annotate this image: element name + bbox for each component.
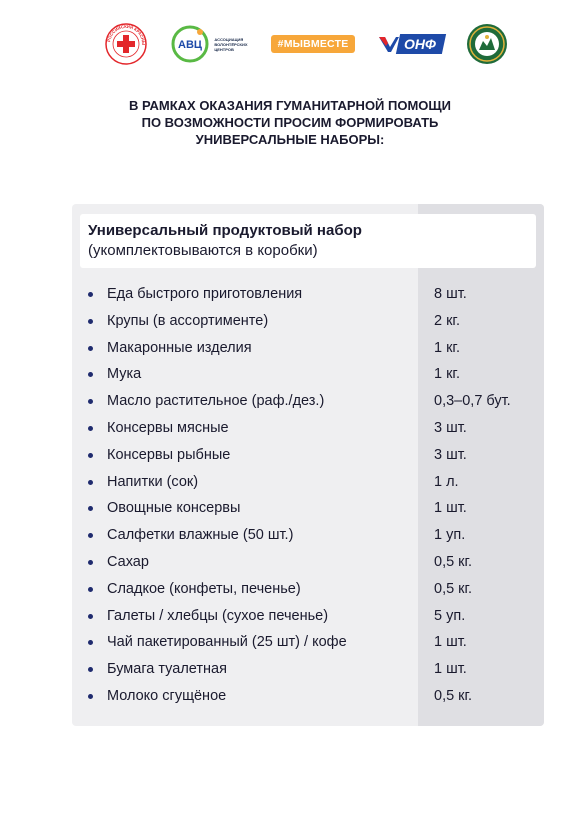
item-name: Галеты / хлебцы (сухое печенье): [107, 607, 329, 624]
bullet-icon: [88, 426, 93, 431]
item-quantity: 3 шт.: [434, 446, 467, 463]
item-name: Молоко сгущёное: [107, 687, 227, 704]
bullet-icon: [88, 399, 93, 404]
bullet-icon: [88, 587, 93, 592]
bullet-icon: [88, 560, 93, 565]
bullet-icon: [88, 372, 93, 377]
item-quantity: 1 уп.: [434, 527, 466, 544]
item-name: Макаронные изделия: [107, 339, 252, 356]
hashtag-logo: [271, 35, 356, 53]
item-quantity: 0,5 кг.: [434, 687, 473, 704]
list-item: [72, 470, 544, 497]
headline-line-2: ПО ВОЗМОЖНОСТИ ПРОСИМ ФОРМИРОВАТЬ: [141, 115, 439, 130]
item-quantity: 0,5 кг.: [434, 580, 473, 597]
item-name: Консервы рыбные: [107, 446, 231, 463]
bullet-icon: [88, 319, 93, 324]
list-item: [72, 336, 544, 363]
item-name: Мука: [107, 366, 142, 383]
onf-label: ОНФ: [403, 36, 436, 52]
onf-logo: [378, 34, 444, 54]
list-item: [72, 684, 544, 711]
item-name: Масло растительное (раф./дез.): [107, 393, 325, 410]
item-name: Чай пакетированный (25 шт) / кофе: [107, 634, 347, 651]
item-quantity: 5 уп.: [434, 607, 466, 624]
item-quantity: 0,3–0,7 бут.: [434, 393, 511, 410]
bullet-icon: [88, 533, 93, 538]
red-cross-icon: [104, 22, 148, 66]
list-item: [72, 657, 544, 684]
regional-seal-icon: [466, 23, 508, 65]
bullet-icon: [88, 640, 93, 645]
item-quantity: 1 кг.: [434, 339, 460, 356]
item-name: Напитки (сок): [107, 473, 199, 490]
avc-logo: [170, 24, 248, 64]
bullet-icon: [88, 453, 93, 458]
hashtag-label: #МЫВМЕСТЕ: [271, 35, 356, 53]
list-item: [72, 282, 544, 309]
red-cross-ring-text: РОССИЙСКИЙ КРАСНЫ: [106, 23, 147, 46]
card-subtitle: (укомплектовываются в коробки): [88, 242, 318, 259]
card-title: Универсальный продуктовый набор: [88, 222, 362, 239]
item-quantity: 1 л.: [434, 473, 459, 490]
bullet-icon: [88, 346, 93, 351]
bullet-icon: [88, 292, 93, 297]
item-quantity: 3 шт.: [434, 419, 467, 436]
list-item: [72, 362, 544, 389]
list-item: [72, 309, 544, 336]
item-name: Сахар: [107, 553, 149, 570]
item-quantity: 1 шт.: [434, 500, 467, 517]
item-quantity: 1 шт.: [434, 634, 467, 651]
avc-emblem-icon: [170, 24, 210, 64]
headline-line-1: В РАМКАХ ОКАЗАНИЯ ГУМАНИТАРНОЙ ПОМОЩИ: [128, 98, 452, 113]
item-name: Салфетки влажные (50 шт.): [107, 527, 294, 544]
list-item: [72, 443, 544, 470]
onf-box: [396, 34, 446, 54]
product-set-card: [72, 204, 544, 726]
item-name: Бумага туалетная: [107, 661, 227, 678]
item-name: Консервы мясные: [107, 419, 229, 436]
avc-caption: АССОЦИАЦИЯ ВОЛОНТЁРСКИХ ЦЕНТРОВ: [214, 36, 248, 52]
partner-logos: [104, 22, 508, 66]
item-quantity: 8 шт.: [434, 286, 467, 302]
avc-mark: АВЦ: [178, 39, 203, 51]
list-item: [72, 550, 544, 577]
item-name: Еда быстрого приготовления: [107, 286, 303, 302]
item-list: [72, 282, 544, 711]
bullet-icon: [88, 506, 93, 511]
card-header: [80, 214, 536, 268]
regional-seal-logo: [466, 23, 508, 65]
bullet-icon: [88, 694, 93, 699]
item-quantity: 1 шт.: [434, 661, 467, 678]
list-item: [72, 604, 544, 631]
item-name: Крупы (в ассортименте): [107, 312, 269, 329]
list-item: [72, 577, 544, 604]
item-quantity: 2 кг.: [434, 312, 460, 329]
headline-line-3: УНИВЕРСАЛЬНЫЕ НАБОРЫ:: [195, 132, 385, 147]
item-name: Сладкое (конфеты, печенье): [107, 580, 301, 597]
bullet-icon: [88, 667, 93, 672]
red-cross-logo: [104, 22, 148, 66]
list-item: [72, 523, 544, 550]
bullet-icon: [88, 480, 93, 485]
list-item: [72, 496, 544, 523]
item-name: Овощные консервы: [107, 500, 241, 517]
bullet-icon: [88, 614, 93, 619]
list-item: [72, 416, 544, 443]
item-quantity: 0,5 кг.: [434, 553, 473, 570]
headline: [60, 97, 520, 148]
item-quantity: 1 кг.: [434, 366, 460, 383]
list-item: [72, 630, 544, 657]
list-item: [72, 389, 544, 416]
